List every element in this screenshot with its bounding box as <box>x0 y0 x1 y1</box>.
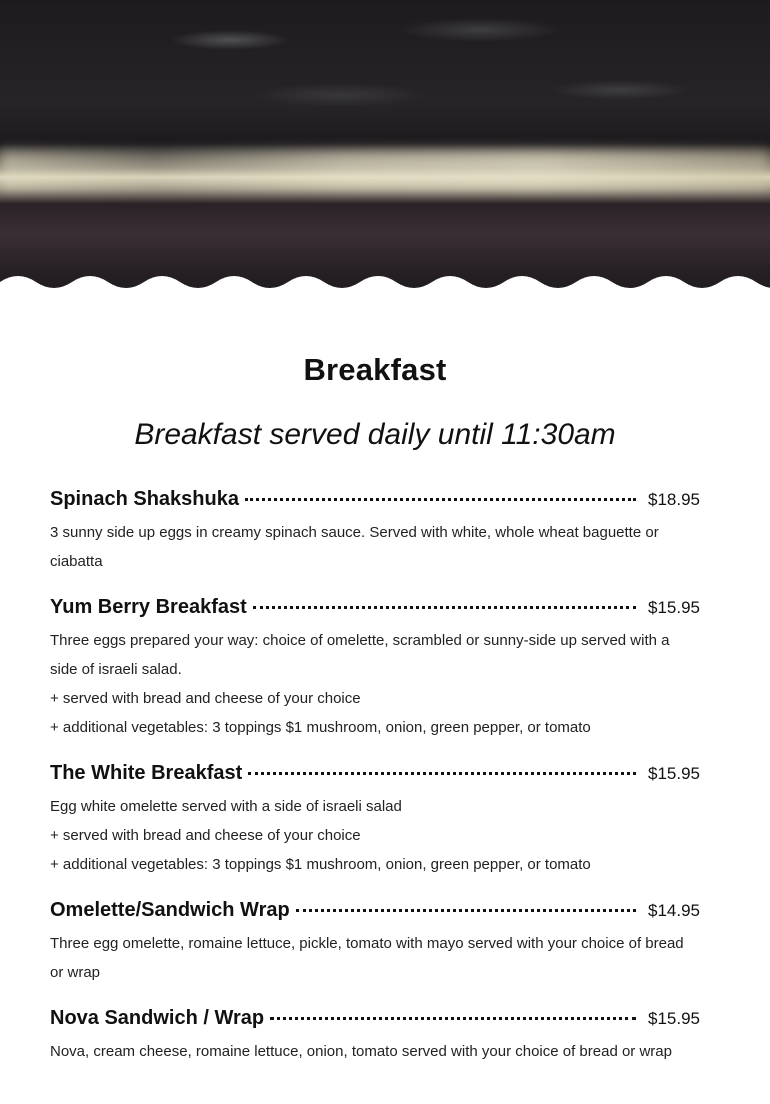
section-title: Breakfast <box>303 352 447 387</box>
menu-item <box>50 596 700 742</box>
menu-item-addon: + served with bread and cheese of your choice <box>50 827 361 844</box>
dotted-leader <box>296 909 636 912</box>
menu-item-description: Three eggs prepared your way: choice of omelette, scrambled or sunny-side up served with a side of israeli salad. <box>50 632 670 678</box>
menu-item-price: $15.95 <box>648 598 700 617</box>
menu-list <box>50 488 700 1066</box>
menu-item-description: Egg white omelette served with a side of israeli salad <box>50 798 402 815</box>
menu-item <box>50 1007 700 1066</box>
menu-section <box>0 352 770 1066</box>
menu-item-name: The White Breakfast <box>50 762 243 784</box>
dotted-leader <box>245 498 636 501</box>
menu-item-description: Nova, cream cheese, romaine lettuce, onion, tomato served with your choice of bread or wrap <box>50 1043 672 1060</box>
menu-item-header <box>50 899 700 929</box>
hero-light-streak <box>0 150 770 190</box>
menu-item-header <box>50 596 700 626</box>
menu-item-price: $15.95 <box>648 1009 700 1028</box>
dotted-leader <box>253 606 636 609</box>
menu-item-header <box>50 1007 700 1037</box>
menu-item-price: $14.95 <box>648 901 700 920</box>
menu-item <box>50 899 700 987</box>
menu-item <box>50 762 700 879</box>
menu-item-price: $18.95 <box>648 490 700 509</box>
menu-item-name: Omelette/Sandwich Wrap <box>50 899 290 921</box>
wavy-divider <box>0 270 770 300</box>
dotted-leader <box>248 772 636 775</box>
dotted-leader <box>270 1017 636 1020</box>
menu-item-header <box>50 488 700 518</box>
menu-item-description: Three egg omelette, romaine lettuce, pickle, tomato with mayo served with your choice of bread or wrap <box>50 935 684 981</box>
menu-item <box>50 488 700 576</box>
menu-item-description: 3 sunny side up eggs in creamy spinach sauce. Served with white, whole wheat baguette or ciabatta <box>50 524 659 570</box>
hero-image <box>0 0 770 300</box>
menu-item-name: Yum Berry Breakfast <box>50 596 247 618</box>
menu-item-header <box>50 762 700 792</box>
menu-item-addon: + additional vegetables: 3 toppings $1 mushroom, onion, green pepper, or tomato <box>50 719 591 736</box>
menu-item-name: Spinach Shakshuka <box>50 488 239 510</box>
menu-item-addon: + served with bread and cheese of your choice <box>50 690 361 707</box>
section-subtitle: Breakfast served daily until 11:30am <box>134 418 616 451</box>
menu-item-price: $15.95 <box>648 764 700 783</box>
menu-item-addon: + additional vegetables: 3 toppings $1 mushroom, onion, green pepper, or tomato <box>50 856 591 873</box>
menu-item-name: Nova Sandwich / Wrap <box>50 1007 265 1029</box>
